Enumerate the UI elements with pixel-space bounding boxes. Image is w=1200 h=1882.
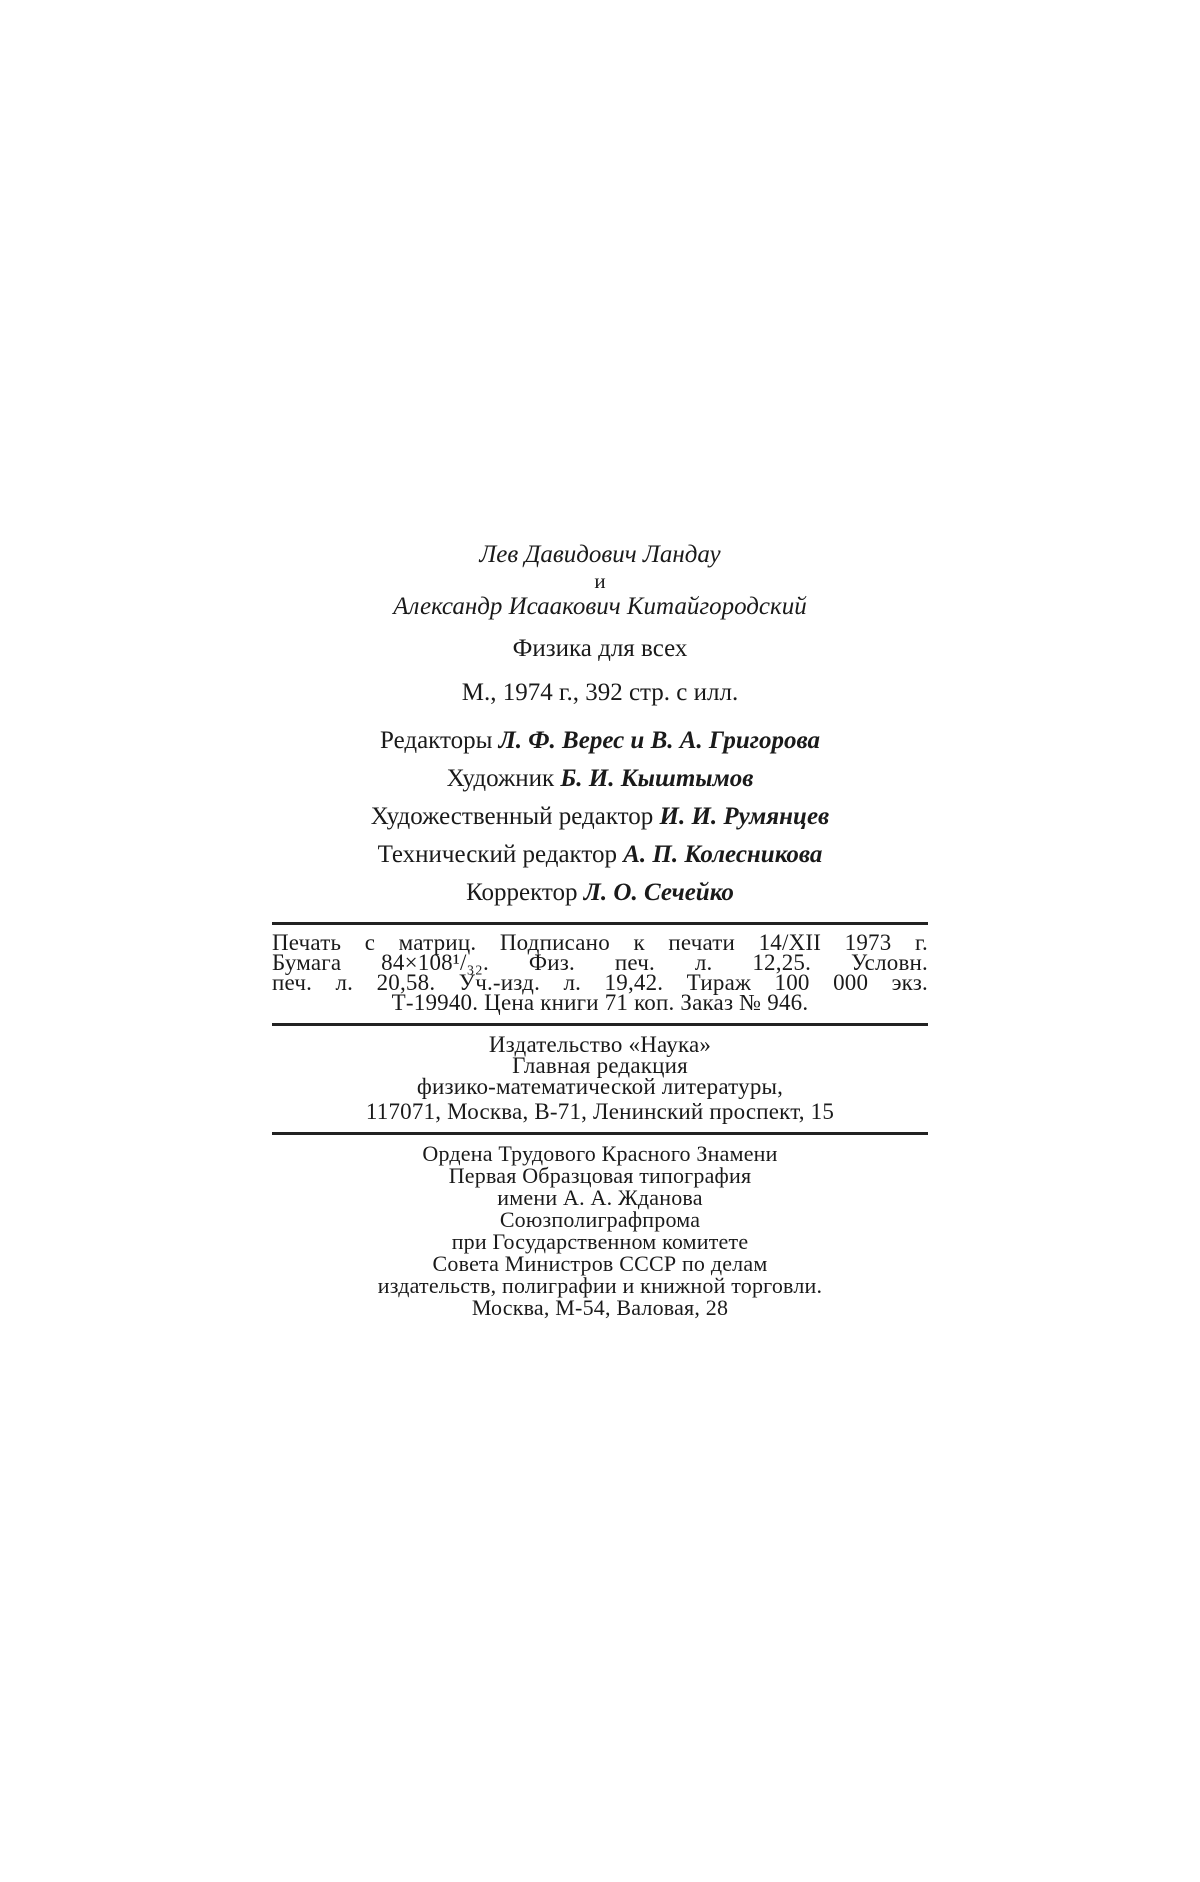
- publisher-block: [272, 1034, 928, 1122]
- print-detail-line: Печать с матриц. Подписано к печати 14/XII 1973 г.: [272, 930, 928, 955]
- credit-tech-editor: [272, 840, 928, 870]
- credit-role: Технический редактор: [377, 841, 617, 868]
- print-detail-line: Т-19940. Цена книги 71 коп. Заказ № 946.: [391, 990, 809, 1015]
- divider-rule: [272, 922, 928, 925]
- author-name-2: [272, 592, 928, 622]
- printer-block: [272, 1143, 928, 1319]
- printer-line: имени А. А. Жданова: [497, 1185, 703, 1210]
- printer-line: Москва, М-54, Валовая, 28: [471, 1295, 729, 1320]
- credit-editors: [272, 726, 928, 756]
- publisher-line: физико-математической литературы,: [416, 1074, 784, 1099]
- credit-names: Б. И. Кыштымов: [560, 765, 754, 792]
- credit-role: Художественный редактор: [370, 803, 654, 830]
- publisher-address: 117071, Москва, В-71, Ленинский проспект, 15: [365, 1099, 835, 1124]
- credit-artist: [272, 764, 928, 794]
- credit-role: Художник: [446, 765, 555, 792]
- credit-names: И. И. Румянцев: [659, 803, 830, 830]
- colophon: [272, 540, 928, 1319]
- author-name-2-text: Александр Исаакович Китайгородский: [393, 593, 807, 620]
- divider-rule: [272, 1023, 928, 1026]
- credit-proofreader: [272, 878, 928, 908]
- publisher-line: Издательство «Наука»: [488, 1032, 712, 1057]
- printer-line: Ордена Трудового Красного Знамени: [422, 1141, 778, 1166]
- printer-line: Совета Министров СССР по делам: [432, 1251, 768, 1276]
- author-name-1: [272, 540, 928, 570]
- book-title: Физика для всех: [512, 635, 688, 662]
- print-detail-line: Бумага 84×108¹/₃₂. Физ. печ. л. 12,25. Условн.: [272, 950, 928, 975]
- author-name-1-text: Лев Давидович Ландау: [479, 541, 721, 568]
- conjunction: и: [594, 569, 606, 593]
- printer-line: Союзполиграфпрома: [499, 1207, 701, 1232]
- credits-list: [272, 726, 928, 908]
- print-detail-line: печ. л. 20,58. Уч.-изд. л. 19,42. Тираж 100 000 экз.: [272, 970, 928, 995]
- credit-role: Корректор: [466, 879, 578, 906]
- credit-names: Л. Ф. Верес и В. А. Григорова: [498, 727, 820, 754]
- divider-rule: [272, 1132, 928, 1135]
- publisher-line: Главная редакция: [512, 1053, 688, 1078]
- printer-line: при Государственном комитете: [451, 1229, 749, 1254]
- credit-names: А. П. Колесникова: [623, 841, 823, 868]
- credit-role: Редакторы: [380, 727, 493, 754]
- credit-names: Л. О. Сечейко: [583, 879, 734, 906]
- printer-line: Первая Образцовая типография: [448, 1163, 752, 1188]
- print-details: [272, 930, 928, 1015]
- publication-info: М., 1974 г., 392 стр. с илл.: [461, 679, 739, 706]
- printer-line: издательств, полиграфии и книжной торговли.: [377, 1273, 823, 1298]
- credit-art-editor: [272, 802, 928, 832]
